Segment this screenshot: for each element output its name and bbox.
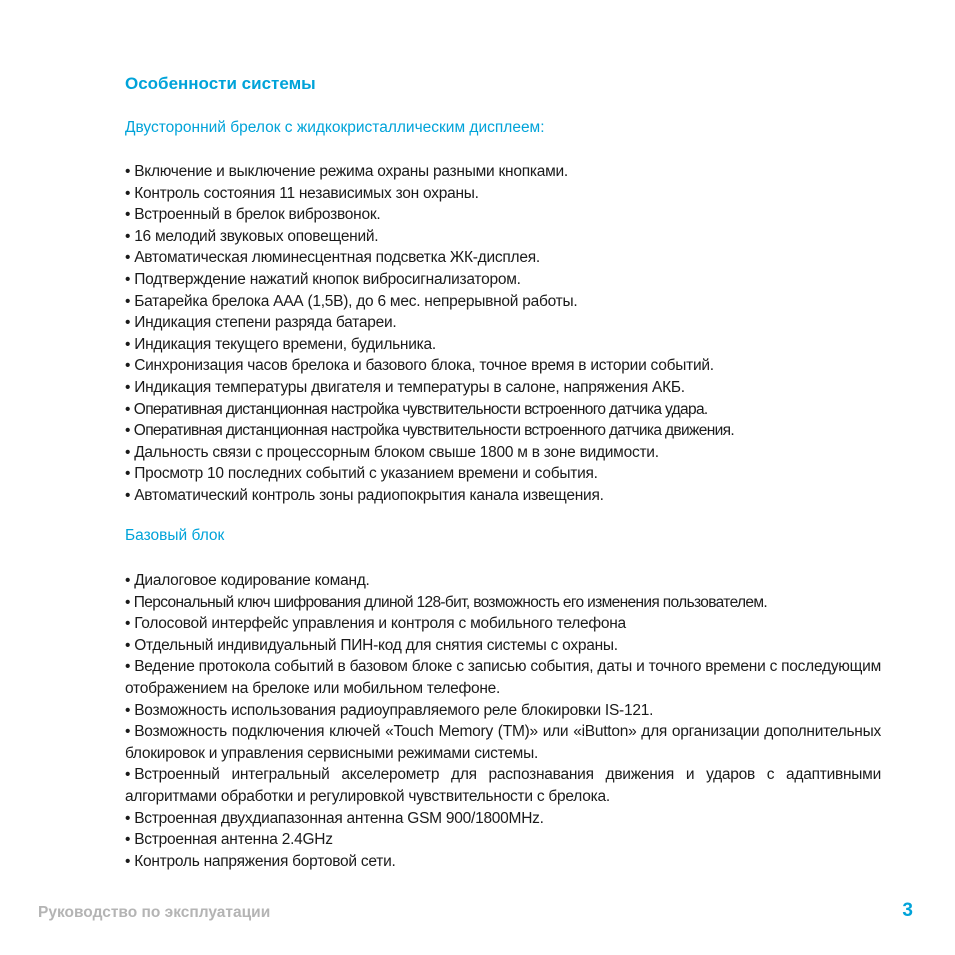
list-item-text: Встроенный интегральный акселерометр для распознавания движения и ударов с адаптивными алгоритмами обработки и регулировкой чувствительности с брелока. [125, 766, 881, 805]
bullet: • [125, 593, 130, 611]
list-item [125, 247, 885, 269]
list-item [125, 592, 881, 614]
bullet: • [125, 486, 131, 504]
list-item [125, 204, 885, 226]
bullet: • [125, 422, 130, 440]
page-number: 3 [902, 900, 913, 921]
bullet: • [125, 249, 131, 267]
bullet: • [125, 615, 131, 633]
list-item-text: Индикация степени разряда батареи. [134, 314, 397, 332]
list-item [125, 613, 881, 635]
bullet: • [125, 852, 131, 870]
list-item [125, 700, 881, 722]
list-item [125, 183, 885, 205]
list-item-text: Персональный ключ шифрования длиной 128-бит, возможность его изменения пользователем. [133, 593, 768, 611]
list-item [125, 463, 885, 485]
list-item [125, 420, 885, 442]
bullet: • [125, 809, 131, 827]
list-item-text: Подтверждение нажатий кнопок вибросигнализатором. [134, 270, 521, 288]
list-item-text: Диалоговое кодирование команд. [134, 572, 370, 589]
list-item-text: Встроенная антенна 2.4GHz [134, 831, 333, 849]
list-item [125, 635, 881, 657]
bullet: • [125, 163, 131, 180]
list-item [125, 442, 885, 464]
list-item-text: Оперативная дистанционная настройка чувствительности встроенного датчика удара. [133, 400, 708, 418]
list-item [125, 764, 881, 807]
bullet: • [125, 766, 131, 784]
list-item [125, 226, 885, 248]
list-item-text: Встроенная двухдиапазонная антенна GSM 900/1800MHz. [134, 809, 544, 827]
list-item [125, 161, 885, 183]
list-item [125, 355, 885, 377]
list-item [125, 485, 885, 507]
page-heading: Особенности системы [125, 74, 316, 93]
list-item-text: Оперативная дистанционная настройка чувствительности встроенного датчика движения. [133, 422, 735, 440]
bullet: • [125, 335, 131, 353]
bullet: • [125, 723, 131, 741]
list-item [125, 334, 885, 356]
list-item [125, 312, 885, 334]
list-item-text: Индикация температуры двигателя и температуры в салоне, напряжения АКБ. [134, 378, 685, 396]
list-item-text: Включение и выключение режима охраны разными кнопками. [134, 163, 568, 180]
bullet: • [125, 378, 131, 396]
bullet: • [125, 465, 131, 483]
bullet: • [125, 701, 131, 719]
bullet: • [125, 572, 131, 589]
keyfob-features-list [125, 161, 885, 507]
bullet: • [125, 636, 131, 654]
list-item-text: Отдельный индивидуальный ПИН-код для снятия системы с охраны. [134, 636, 618, 654]
list-item-text: Голосовой интерфейс управления и контроля с мобильного телефона [134, 615, 626, 633]
keyfob-section-title: Двусторонний брелок с жидкокристаллическим дисплеем: [125, 119, 545, 136]
list-item [125, 851, 881, 873]
list-item [125, 829, 881, 851]
bullet: • [125, 831, 131, 849]
list-item [125, 291, 885, 313]
bullet: • [125, 184, 131, 202]
list-item-text: Ведение протокола событий в базовом блоке с записью события, даты и точного времени с последующим отображением на брелоке или мобильном телефоне. [125, 658, 881, 697]
list-item-text: Дальность связи с процессорным блоком свыше 1800 м в зоне видимости. [134, 443, 659, 461]
list-item [125, 570, 881, 592]
list-item-text: Контроль состояния 11 независимых зон охраны. [134, 184, 479, 202]
list-item-text: Автоматическая люминесцентная подсветка ЖК-дисплея. [134, 249, 540, 267]
bullet: • [125, 292, 131, 310]
list-item [125, 721, 881, 764]
list-item-text: Просмотр 10 последних событий с указанием времени и события. [134, 465, 598, 483]
list-item-text: Синхронизация часов брелока и базового блока, точное время в истории событий. [134, 357, 714, 375]
base-unit-features-list [125, 570, 881, 872]
list-item [125, 656, 881, 699]
bullet: • [125, 443, 131, 461]
bullet: • [125, 314, 131, 332]
bullet: • [125, 270, 131, 288]
list-item [125, 808, 881, 830]
list-item-text: Батарейка брелока ААА (1,5В), до 6 мес. непрерывной работы. [134, 292, 578, 310]
list-item-text: Возможность подключения ключей «Touch Memory (TM)» или «iButton» для организации дополнительных блокировок и управления сервисными режимами системы. [125, 723, 881, 762]
bullet: • [125, 357, 131, 375]
list-item [125, 269, 885, 291]
list-item-text: Возможность использования радиоуправляемого реле блокировки IS-121. [134, 701, 654, 719]
bullet: • [125, 227, 131, 245]
bullet: • [125, 206, 131, 224]
footer-manual-title: Руководство по эксплуатации [38, 904, 271, 921]
list-item-text: Автоматический контроль зоны радиопокрытия канала извещения. [134, 486, 604, 504]
list-item-text: 16 мелодий звуковых оповещений. [134, 227, 379, 245]
base-unit-section-title: Базовый блок [125, 527, 225, 544]
bullet: • [125, 400, 130, 418]
list-item [125, 399, 885, 421]
list-item-text: Индикация текущего времени, будильника. [134, 335, 436, 353]
list-item-text: Встроенный в брелок виброзвонок. [134, 206, 381, 224]
list-item [125, 377, 885, 399]
list-item-text: Контроль напряжения бортовой сети. [134, 852, 396, 870]
bullet: • [125, 658, 131, 676]
